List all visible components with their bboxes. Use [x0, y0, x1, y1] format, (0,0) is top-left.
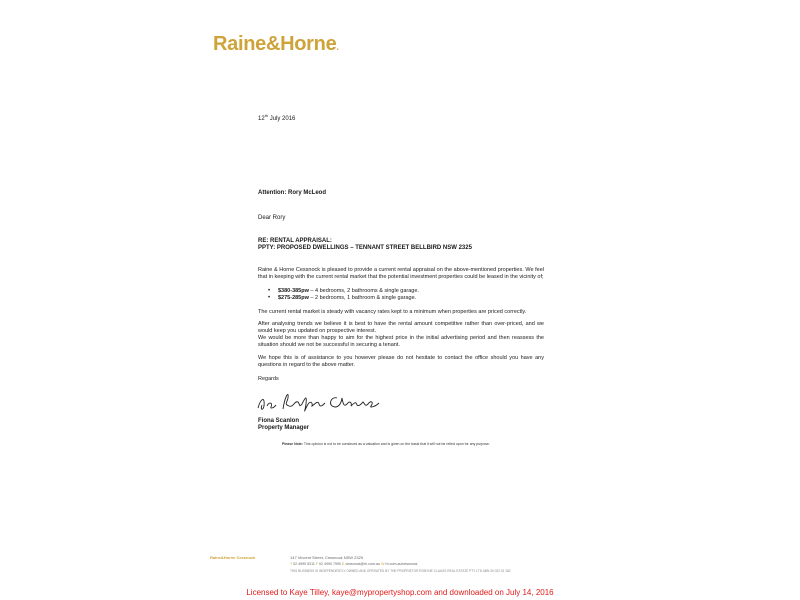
rent-price: $380-385pw — [278, 288, 309, 294]
disclaimer-label: Please Note: — [282, 442, 304, 446]
paragraph-market: The current rental market is steady with vacancy rates kept to a minimum when properties are priced correctly. — [258, 309, 527, 315]
disclaimer-note — [282, 442, 490, 446]
logo-text: Raine&Horne — [213, 33, 337, 55]
paragraph-intro: Raine & Horne Cessnock is pleased to provide a current rental appraisal on the above-mentioned properties. We feel that in keeping with the current rental market that the potential investment properties could be leased in the vicinity of; — [258, 267, 544, 280]
email-label: E — [342, 562, 345, 566]
phone-label: T — [290, 562, 293, 566]
date-rest: July 2016 — [268, 116, 296, 122]
paragraph-closing: We hope this is of assistance to you however please do not hesitate to contact the office should you have any questions in regard to the above matter. — [258, 355, 544, 368]
rent-description: – 4 bedrooms, 2 bathrooms & single garage. — [308, 288, 419, 294]
salutation: Dear Rory — [258, 215, 286, 221]
signer-name: Fiona Scanlon — [258, 418, 300, 424]
fax-number: 02 4990 7990 — [318, 562, 343, 566]
footer-brand: Raine&Horne Cessnock — [210, 555, 256, 560]
date-day: 12 — [258, 116, 265, 122]
signer-title: Property Manager — [258, 425, 310, 431]
rent-estimate-list — [268, 288, 419, 302]
logo-dot: . — [336, 42, 339, 52]
web-label: W — [381, 562, 385, 566]
handwritten-signature — [255, 386, 385, 416]
closing-regards: Regards — [258, 376, 279, 382]
attention-line: Attention: Rory McLeod — [258, 190, 326, 196]
paragraph-pricing: We would be more than happy to aim for the highest price in the initial advertising period and then reassess the situation should we not be successful in securing a tenant. — [258, 335, 544, 348]
signature-graphic — [255, 386, 385, 416]
paragraph-trends: After analysing trends we believe it is best to have the rental amount competitive rather than over-priced, and we would keep you updated on prospective interest. — [258, 321, 544, 334]
list-item — [268, 288, 419, 295]
license-watermark: Licensed to Kaye Tilley, kaye@mypropertyshop.com and downloaded on July 14, 2016 — [246, 588, 554, 597]
footer-contact — [290, 562, 417, 566]
web-address: rh.com.au/cessnock — [384, 562, 418, 566]
disclaimer-text: This opinion is not to be construed as a valuation and is given on the basis that it will not be relied upon for any purpose. — [303, 442, 490, 446]
subject-line-2: PPTY: PROPOSED DWELLINGS – TENNANT STREET BELLBIRD NSW 2325 — [258, 245, 472, 251]
rent-price: $275-285pw — [278, 295, 309, 301]
date-suffix: th — [264, 113, 269, 118]
footer-address: 147 Vincent Street, Cessnock NSW 2325 — [290, 555, 364, 560]
rent-description: – 2 bedrooms, 1 bathroom & single garage. — [308, 295, 417, 301]
fax-label: F — [315, 562, 319, 566]
company-logo — [213, 33, 339, 56]
email-address: cessnock@rh.com.au — [344, 562, 382, 566]
subject-line-1: RE: RENTAL APPRAISAL: — [258, 238, 332, 244]
phone-number: 02 4990 5311 — [292, 562, 316, 566]
list-item — [268, 295, 419, 302]
letter-date — [258, 113, 295, 122]
footer-legal: THIS BUSINESS IS INDEPENDENTLY OWNED AND OPERATED BY THE PROPRIETOR ROBYNE CLAUSS REAL ESTATE PTY LTD ABN 30 022 02 182 — [290, 569, 511, 573]
